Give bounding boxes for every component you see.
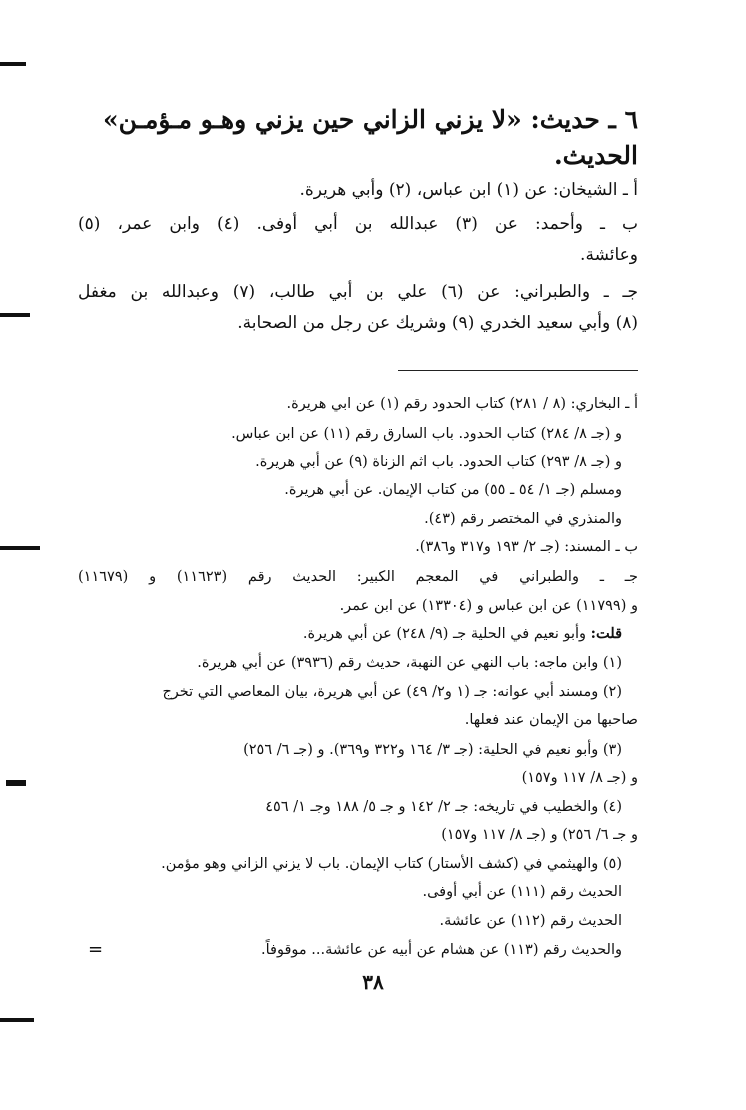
body-line-c: جـ ـ والطبراني: عن (٦) علي بن أبي طالب، (٧) وعبدالله بن مغفل [78,282,638,302]
body-line-b-cont: وعائشة. [580,245,638,265]
footnote-separator [398,370,638,371]
footnote-line: و جـ ٦/ ٢٥٦) و (جـ ٨/ ١١٧ و١٥٧) [441,827,638,843]
margin-mark [0,62,26,66]
footnote-line: (٤) والخطيب في تاريخه: جـ ٢/ ١٤٢ و جـ ٥/ ١٨٨ وجـ ١/ ٤٥٦ [265,799,622,815]
margin-mark [0,313,30,317]
page-number: ٣٨ [362,970,384,994]
footnote-line: أ ـ البخاري: (٨ / ٢٨١) كتاب الحدود رقم (١) عن ابي هريرة. [286,396,638,412]
footnote-line: (٢) ومسند أبي عوانه: جـ (١ و٢/ ٤٩) عن أبي هريرة، بيان المعاصي التي تخرج [162,684,622,700]
margin-mark [6,780,26,786]
footnote-line: (١) وابن ماجه: باب النهي عن النهبة، حديث رقم (٣٩٣٦) عن أبي هريرة. [197,655,622,671]
footnote-line: و (جـ ٨/ ٢٨٤) كتاب الحدود. باب السارق رقم (١١) عن ابن عباس. [231,426,622,442]
footnote-line: ب ـ المسند: (جـ ٢/ ١٩٣ و٣١٧ و٣٨٦). [415,539,638,555]
footnote-line: ومسلم (جـ ١/ ٥٤ ـ ٥٥) من كتاب الإيمان. عن أبي هريرة. [284,482,622,498]
body-line-b: ب ـ وأحمد: عن (٣) عبدالله بن أبي أوفى. (٤) وابن عمر، (٥) [78,214,638,234]
footnote-line: جـ ـ والطبراني في المعجم الكبير: الحديث رقم (١١٦٢٣) و (١١٦٧٩) [78,569,638,585]
hadith-heading-line2: الحديث. [553,141,638,170]
margin-mark [0,1018,34,1022]
continuation-mark: = [88,939,104,960]
body-line-c-cont: (٨) وأبي سعيد الخدري (٩) وشريك عن رجل من الصحابة. [237,313,638,333]
footnote-line: و (١١٧٩٩) عن ابن عباس و (١٣٣٠٤) عن ابن عمر. [339,598,638,614]
margin-mark [0,546,40,550]
footnote-line: صاحبها من الإيمان عند فعلها. [464,712,638,728]
footnote-line: و (جـ ٨/ ٢٩٣) كتاب الحدود. باب اثم الزناة (٩) عن أبي هريرة. [255,454,622,470]
body-line-a: أ ـ الشيخان: عن (١) ابن عباس، (٢) وأبي هريرة. [299,180,638,200]
footnote-line: والحديث رقم (١١٣) عن هشام عن أبيه عن عائشة... موقوفاً. [261,942,622,958]
footnote-line: الحديث رقم (١١١) عن أبي أوفى. [422,884,622,900]
footnote-line: و (جـ ٨/ ١١٧ و١٥٧) [521,770,638,786]
hadith-heading-line1: ٦ ـ حديث: «لا يزني الزاني حين يزني وهـو مـؤمـن» [102,105,638,134]
footnote-line: الحديث رقم (١١٢) عن عائشة. [439,913,622,929]
footnote-line-qultu: قلت: وأبو نعيم في الحلية جـ (٩/ ٢٤٨) عن أبي هريرة. [302,625,622,642]
footnote-line: (٣) وأبو نعيم في الحلية: (جـ ٣/ ١٦٤ و٣٢٢ و٣٦٩). و (جـ ٦/ ٢٥٦) [243,742,622,758]
footnote-line: (٥) والهيثمي في (كشف الأستار) كتاب الإيمان. باب لا يزني الزاني وهو مؤمن. [161,856,622,872]
footnote-line: والمنذري في المختصر رقم (٤٣). [424,511,622,527]
qultu-label: قلت: [590,625,622,642]
